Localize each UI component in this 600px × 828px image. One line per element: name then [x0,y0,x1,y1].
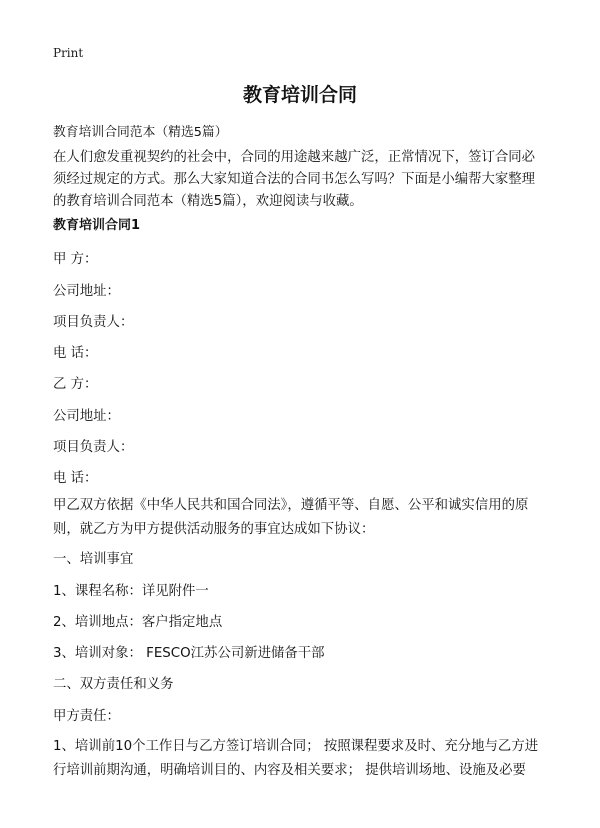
intro-line: 在人们愈发重视契约的社会中，合同的用途越来越广泛，正常情况下，签订合同必 [53,150,536,165]
party-a-duties-label: 甲方责任： [53,709,120,724]
agreement-line: 甲乙双方依据《中华人民共和国合同法》，遵循平等、自愿、公平和诚实信用的原 [53,498,529,513]
duty-paragraph [53,735,553,783]
training-matters-heading: 一、培训事宜 [53,552,134,567]
intro-line: 的教育培训合同范本（精选5篇），欢迎阅读与收藏。 [53,194,363,209]
intro-paragraph [53,147,553,213]
course-name-item: 1、课程名称：详见附件一 [53,584,209,599]
agreement-paragraph [53,494,553,542]
party-b-phone-label: 电 话： [53,471,98,486]
party-a-label: 甲 方： [53,252,98,267]
intro-line: 须经过规定的方式。那么大家知道合法的合同书怎么写吗？下面是小编帮大家整理 [53,172,536,187]
responsibilities-heading: 二、双方责任和义务 [53,677,174,692]
duty-line: 行培训前期沟通，明确培训目的、内容及相关要求； 提供培训场地、设施及必要 [53,763,526,778]
print-link[interactable]: Print [53,46,84,60]
party-b-label: 乙 方： [53,377,98,392]
party-b-manager-label: 项目负责人： [53,440,134,455]
party-a-phone-label: 电 话： [53,346,98,361]
document-subtitle: 教育培训合同范本（精选5篇） [53,125,228,140]
training-location-item: 2、培训地点：客户指定地点 [53,615,223,630]
party-a-address-label: 公司地址： [53,284,120,299]
party-b-address-label: 公司地址： [53,409,120,424]
agreement-line: 则，就乙方为甲方提供活动服务的事宜达成如下协议： [53,522,375,537]
section-heading: 教育培训合同1 [53,218,141,233]
page-title: 教育培训合同 [242,84,357,106]
training-audience-item: 3、培训对象： FESCO江苏公司新进储备干部 [53,646,325,661]
duty-line: 1、培训前10个工作日与乙方签订培训合同； 按照课程要求及时、充分地与乙方进 [53,739,539,754]
party-a-manager-label: 项目负责人： [53,315,134,330]
